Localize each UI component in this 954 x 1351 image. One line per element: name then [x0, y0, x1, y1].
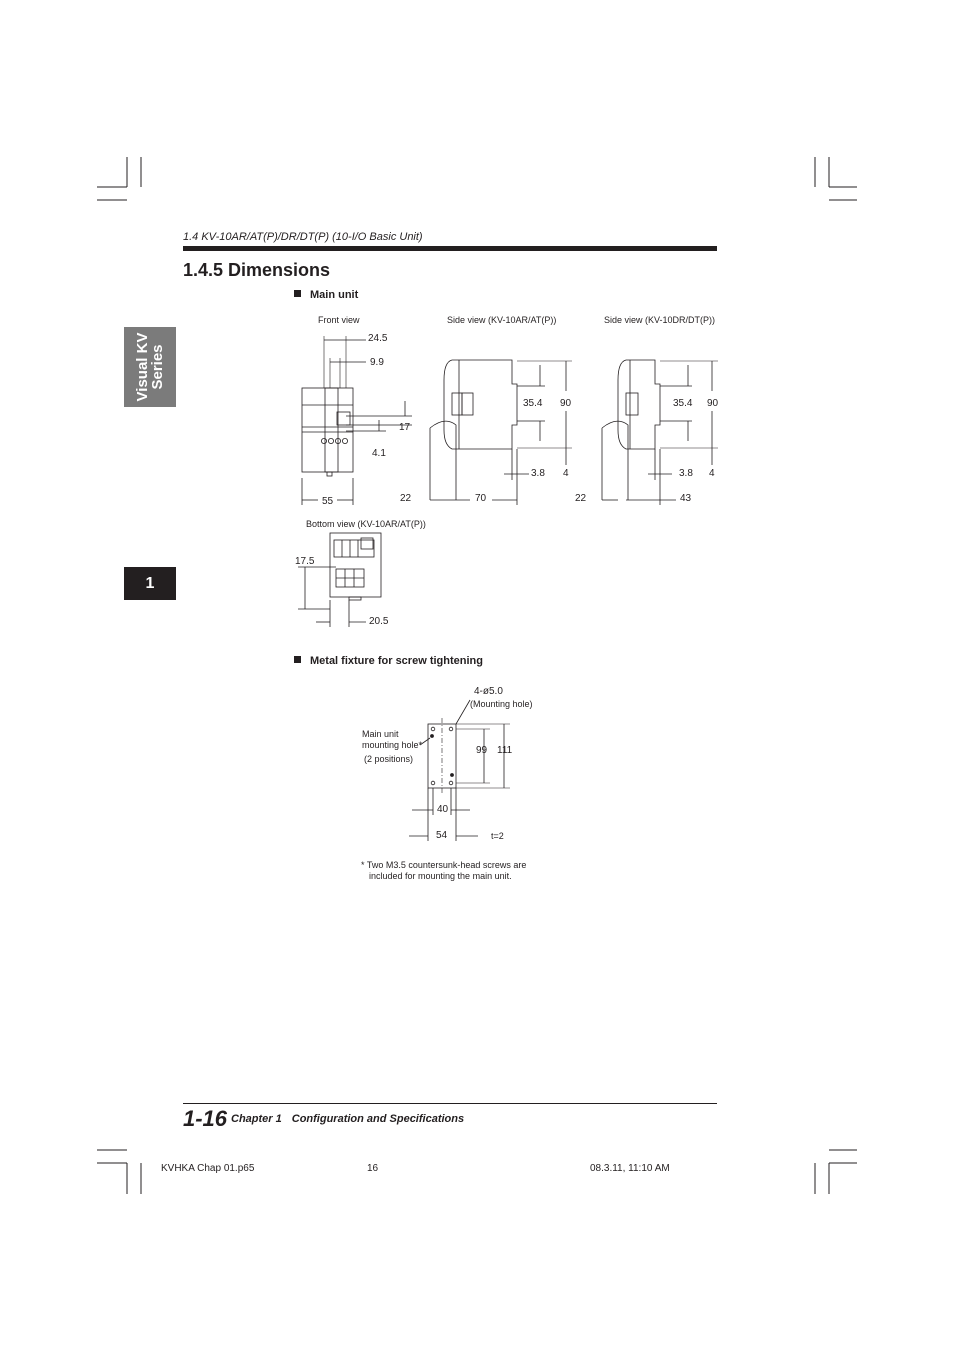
running-head: 1.4 KV-10AR/AT(P)/DR/DT(P) (10-I/O Basic Unit) [183, 231, 423, 243]
section-title: 1.4.5 Dimensions [183, 260, 331, 280]
side-ar-dim-22: 22 [400, 493, 412, 504]
fixture-drawing [409, 700, 513, 841]
fixture-dim-111: 111 [497, 745, 513, 756]
slug-date: 08.3.11, 11:10 AM [590, 1163, 670, 1174]
side-dr-dim-22: 22 [575, 493, 587, 504]
front-dim-window: 9.9 [370, 357, 384, 368]
main-unit-heading: Main unit [294, 289, 358, 301]
fixture-dim-40: 40 [437, 804, 449, 815]
slug-file: KVHKA Chap 01.p65 [161, 1163, 255, 1174]
fixture-hole-label: 4-ø5.0 [474, 686, 503, 697]
fixture-thickness: t=2 [491, 831, 504, 841]
fixture-heading: Metal fixture for screw tightening [294, 655, 483, 667]
front-view-caption: Front view [318, 315, 360, 325]
side-dr-dim-43: 43 [680, 493, 692, 504]
side-view-ar-caption: Side view (KV-10AR/AT(P)) [447, 315, 557, 325]
side-dr-dim-3-8: 3.8 [679, 468, 693, 479]
fixture-main-hole-line2: mounting hole* [362, 740, 423, 750]
side-tab-label: Visual KV Series [134, 332, 166, 402]
footnote-line2: included for mounting the main unit. [369, 871, 512, 881]
side-dr-dim-4: 4 [709, 468, 715, 479]
footer-rule [183, 1103, 717, 1104]
front-dim-width-inner: 24.5 [368, 333, 388, 344]
side-ar-dim-70: 70 [475, 493, 487, 504]
slug-page: 16 [367, 1163, 379, 1174]
front-dim-height-17: 17 [399, 422, 411, 433]
side-dr-dim-90: 90 [707, 398, 719, 409]
fixture-dim-54: 54 [436, 830, 448, 841]
side-ar-dim-90: 90 [560, 398, 572, 409]
chapter-title: Configuration and Specifications [291, 1113, 465, 1125]
bottom-dim-20-5: 20.5 [369, 616, 389, 627]
bottom-view-drawing [298, 533, 381, 627]
front-dim-width-55: 55 [322, 496, 334, 507]
chapter-footer [231, 1113, 464, 1125]
chapter-label: Chapter 1 [231, 1113, 282, 1125]
fixture-main-hole-line3: (2 positions) [364, 754, 414, 764]
page-number: 1-16 [183, 1106, 228, 1131]
fixture-dim-99: 99 [476, 745, 488, 756]
bottom-dim-17-5: 17.5 [295, 556, 315, 567]
side-dr-dim-35-4: 35.4 [673, 398, 693, 409]
side-ar-dim-4: 4 [563, 468, 569, 479]
side-view-dr-caption: Side view (KV-10DR/DT(P)) [604, 315, 716, 325]
footnote-line1: * Two M3.5 countersunk-head screws are [361, 860, 527, 870]
side-ar-dim-35-4: 35.4 [523, 398, 543, 409]
bullet-square-icon [294, 656, 301, 663]
side-ar-dim-3-8: 3.8 [531, 468, 545, 479]
front-view-drawing [302, 336, 412, 505]
chapter-number-tab: 1 [124, 567, 176, 600]
side-view-dr-drawing [602, 360, 718, 505]
front-dim-4-1: 4.1 [372, 448, 386, 459]
fixture-main-hole-line1: Main unit [362, 729, 399, 739]
bottom-view-caption: Bottom view (KV-10AR/AT(P)) [306, 519, 426, 529]
side-view-ar-drawing [430, 360, 572, 505]
fixture-hole-note: (Mounting hole) [470, 699, 533, 709]
